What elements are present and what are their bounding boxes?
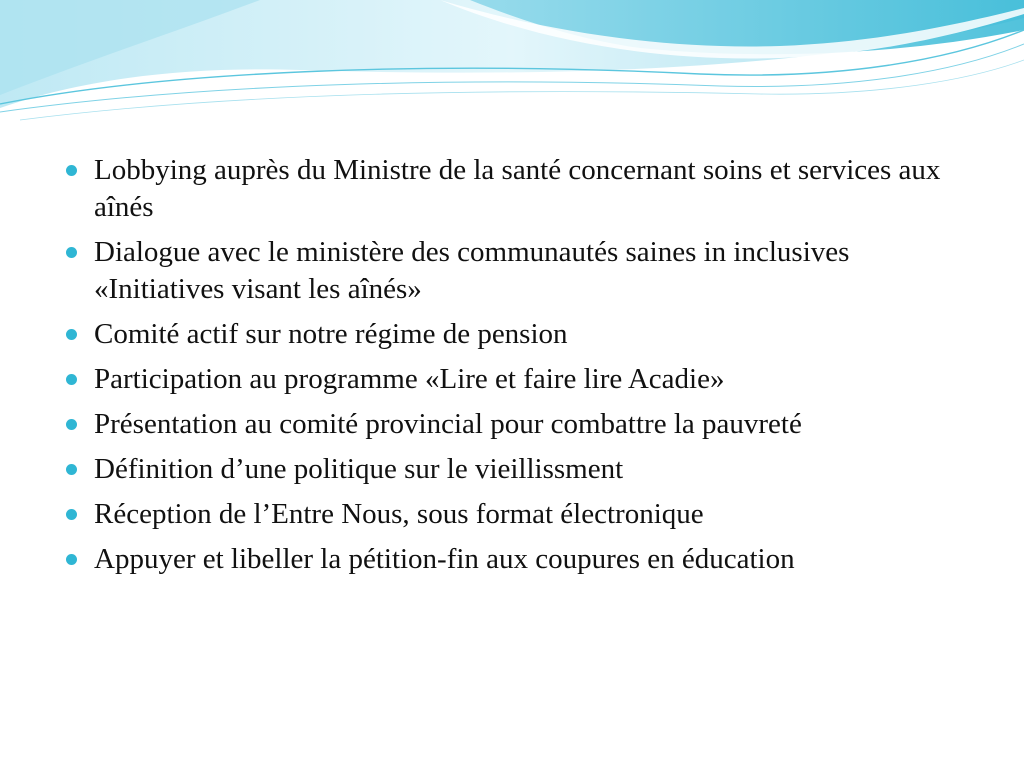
- list-item-text: Présentation au comité provincial pour combattre la pauvreté: [94, 408, 802, 440]
- round-bullet-icon: [66, 419, 77, 430]
- list-item-text: Participation au programme «Lire et faire lire Acadie»: [94, 363, 725, 395]
- list-item-text: Comité actif sur notre régime de pension: [94, 318, 568, 350]
- list-item: [66, 234, 966, 308]
- list-item: [66, 406, 966, 443]
- round-bullet-icon: [66, 165, 77, 176]
- round-bullet-icon: [66, 247, 77, 258]
- list-item-text: Lobbying auprès du Ministre de la santé concernant soins et services aux aînés: [94, 154, 941, 223]
- bullet-list-region: [66, 152, 966, 586]
- list-item: [66, 152, 966, 226]
- round-bullet-icon: [66, 554, 77, 565]
- round-bullet-icon: [66, 374, 77, 385]
- bullet-list: [66, 152, 966, 578]
- list-item-text: Appuyer et libeller la pétition-fin aux coupures en éducation: [94, 543, 795, 575]
- list-item: [66, 361, 966, 398]
- round-bullet-icon: [66, 509, 77, 520]
- round-bullet-icon: [66, 329, 77, 340]
- list-item-text: Réception de l’Entre Nous, sous format électronique: [94, 498, 704, 530]
- round-bullet-icon: [66, 464, 77, 475]
- header-wave-decoration: [0, 0, 1024, 130]
- list-item: [66, 316, 966, 353]
- list-item: [66, 496, 966, 533]
- list-item-text: Dialogue avec le ministère des communautés saines in inclusives «Initiatives visant les aînés»: [94, 236, 850, 305]
- list-item: [66, 451, 966, 488]
- list-item-text: Définition d’une politique sur le vieillissment: [94, 453, 624, 485]
- list-item: [66, 541, 966, 578]
